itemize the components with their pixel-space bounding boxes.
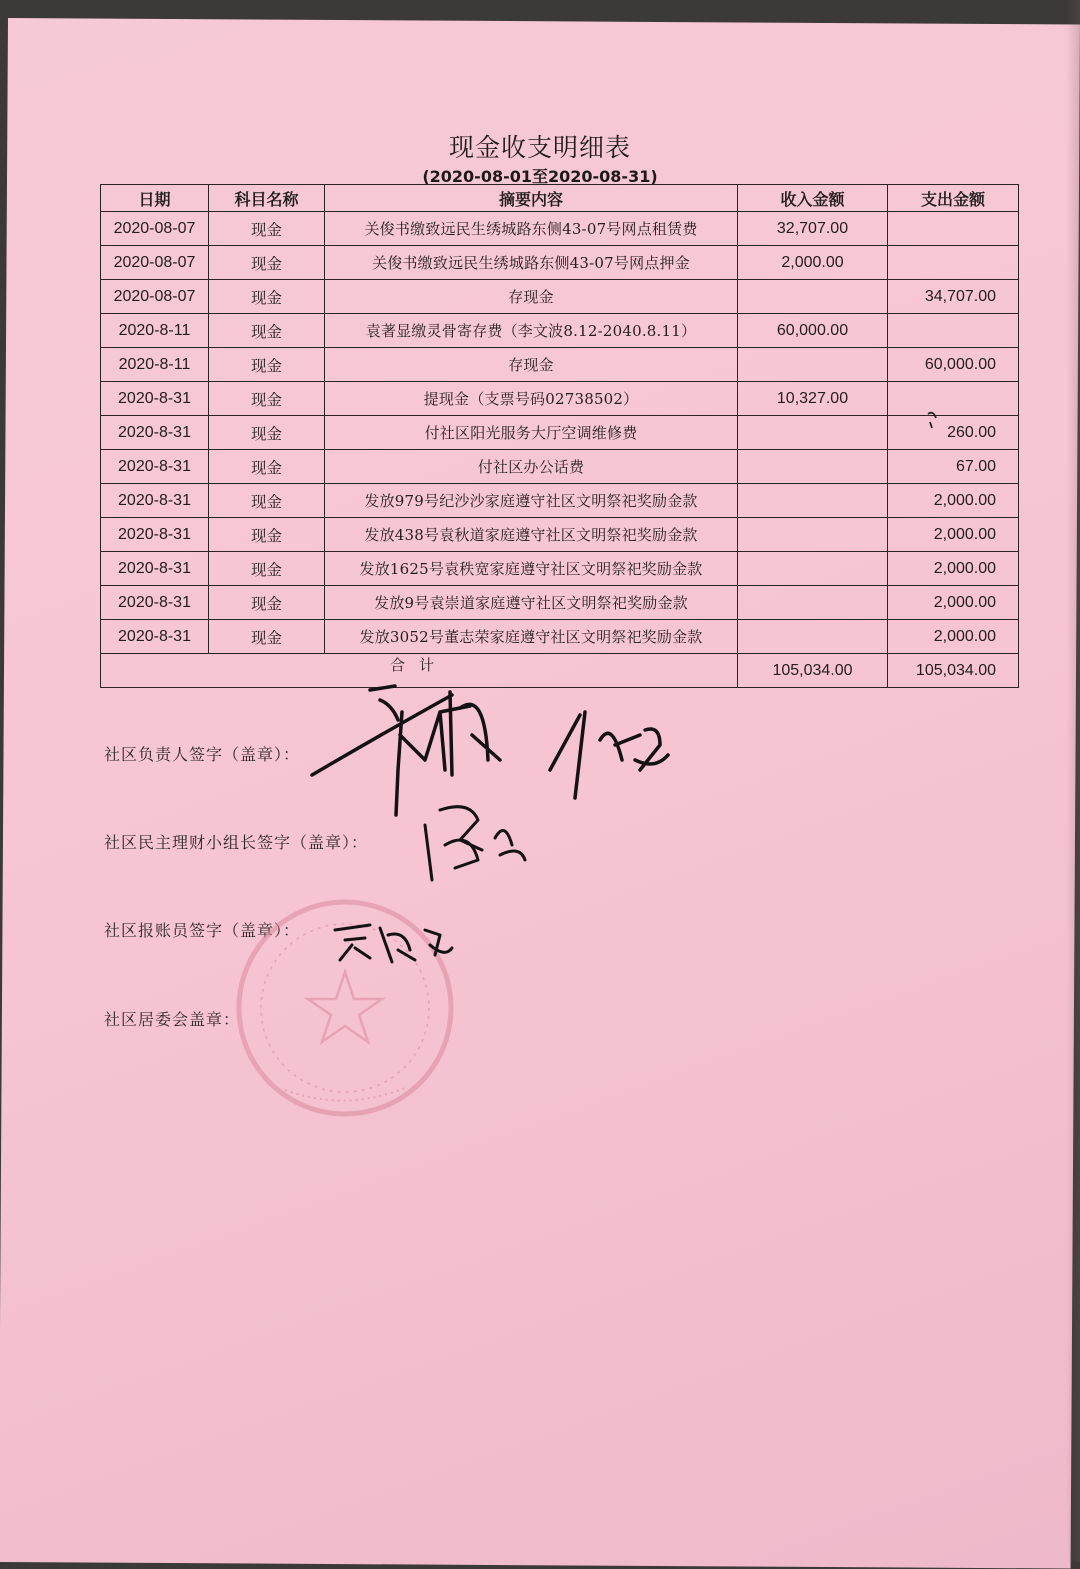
row-subject: 现金: [209, 416, 325, 450]
row-subject: 现金: [209, 518, 325, 552]
row-date: 2020-8-31: [101, 450, 209, 484]
row-expense: 2,000.00: [888, 484, 1019, 518]
table-row: [101, 314, 1019, 348]
row-summary: 发放3052号董志荣家庭遵守社区文明祭祀奖励金款: [325, 620, 738, 654]
table-row: [101, 280, 1019, 314]
row-income: [738, 348, 888, 382]
row-summary: 袁著显缴灵骨寄存费（李文波8.12-2040.8.11）: [325, 314, 738, 348]
row-income: [738, 416, 888, 450]
paper-edge-shadow: [1066, 0, 1080, 1562]
row-expense: [888, 212, 1019, 246]
row-date: 2020-8-31: [101, 586, 209, 620]
row-summary: 发放9号袁崇道家庭遵守社区文明祭祀奖励金款: [325, 586, 738, 620]
row-expense: 67.00: [888, 450, 1019, 484]
row-date: 2020-8-31: [101, 382, 209, 416]
leader-signature-label: 社区负责人签字（盖章）：: [104, 745, 301, 764]
row-subject: 现金: [209, 280, 325, 314]
row-summary: 发放438号袁秋道家庭遵守社区文明祭祀奖励金款: [325, 518, 738, 552]
row-income: [738, 518, 888, 552]
header-income: 收入金额: [738, 185, 888, 212]
row-subject: 现金: [209, 586, 325, 620]
row-subject: 现金: [209, 484, 325, 518]
row-income: [738, 280, 888, 314]
row-subject: 现金: [209, 348, 325, 382]
row-income: [738, 620, 888, 654]
table-row: [101, 620, 1019, 654]
row-income: [738, 586, 888, 620]
header-subject: 科目名称: [209, 185, 325, 212]
row-income: [738, 484, 888, 518]
header-expense: 支出金额: [888, 185, 1019, 212]
row-summary: 发放979号纪沙沙家庭遵守社区文明祭祀奖励金款: [325, 484, 738, 518]
finance-group-leader-signature-label: 社区民主理财小组长签字（盖章）：: [104, 833, 369, 852]
row-summary: 付社区阳光服务大厅空调维修费: [325, 416, 738, 450]
table-row: [101, 450, 1019, 484]
row-date: 2020-8-11: [101, 314, 209, 348]
table-body: [101, 212, 1019, 654]
row-income: 32,707.00: [738, 212, 888, 246]
total-expense: 105,034.00: [888, 654, 1019, 688]
row-summary: 关俊书缴致远民生绣城路东侧43-07号网点租赁费: [325, 212, 738, 246]
committee-seal-label: 社区居委会盖章：: [104, 1010, 241, 1029]
table-row: [101, 484, 1019, 518]
row-subject: 现金: [209, 246, 325, 280]
row-income: 10,327.00: [738, 382, 888, 416]
row-expense: 34,707.00: [888, 280, 1019, 314]
row-income: 2,000.00: [738, 246, 888, 280]
row-summary: 存现金: [325, 280, 738, 314]
row-subject: 现金: [209, 212, 325, 246]
row-summary: 关俊书缴致远民生绣城路东侧43-07号网点押金: [325, 246, 738, 280]
row-expense: [888, 314, 1019, 348]
row-subject: 现金: [209, 382, 325, 416]
row-date: 2020-8-11: [101, 348, 209, 382]
table-row: [101, 518, 1019, 552]
row-expense: [888, 382, 1019, 416]
table-header-row: [101, 185, 1019, 212]
row-subject: 现金: [209, 314, 325, 348]
document-period: (2020-08-01至2020-08-31): [422, 167, 658, 186]
row-date: 2020-08-07: [101, 280, 209, 314]
table-row: [101, 212, 1019, 246]
row-date: 2020-08-07: [101, 246, 209, 280]
cash-ledger-table: [100, 184, 1019, 688]
total-row: [101, 654, 1019, 688]
table-row: [101, 382, 1019, 416]
row-date: 2020-8-31: [101, 484, 209, 518]
row-summary: 存现金: [325, 348, 738, 382]
document-title: 现金收支明细表: [448, 133, 631, 162]
row-expense: 2,000.00: [888, 552, 1019, 586]
row-summary: 付社区办公话费: [325, 450, 738, 484]
row-expense: [888, 246, 1019, 280]
row-date: 2020-8-31: [101, 620, 209, 654]
table-row: [101, 552, 1019, 586]
row-date: 2020-8-31: [101, 552, 209, 586]
row-subject: 现金: [209, 450, 325, 484]
row-date: 2020-8-31: [101, 416, 209, 450]
row-subject: 现金: [209, 620, 325, 654]
row-expense: 60,000.00: [888, 348, 1019, 382]
header-date: 日期: [101, 185, 209, 212]
header-summary: 摘要内容: [325, 185, 738, 212]
row-expense: 2,000.00: [888, 518, 1019, 552]
row-income: [738, 552, 888, 586]
total-label: 合计: [101, 654, 738, 688]
total-income: 105,034.00: [738, 654, 888, 688]
row-income: [738, 450, 888, 484]
row-subject: 现金: [209, 552, 325, 586]
row-summary: 发放1625号袁秩宽家庭遵守社区文明祭祀奖励金款: [325, 552, 738, 586]
table-row: [101, 246, 1019, 280]
row-date: 2020-8-31: [101, 518, 209, 552]
row-date: 2020-08-07: [101, 212, 209, 246]
accountant-signature-label: 社区报账员签字（盖章）：: [104, 921, 301, 940]
row-expense: 260.00: [888, 416, 1019, 450]
row-expense: 2,000.00: [888, 586, 1019, 620]
row-summary: 提现金（支票号码02738502）: [325, 382, 738, 416]
table-row: [101, 416, 1019, 450]
row-income: 60,000.00: [738, 314, 888, 348]
table-row: [101, 348, 1019, 382]
table-row: [101, 586, 1019, 620]
row-expense: 2,000.00: [888, 620, 1019, 654]
